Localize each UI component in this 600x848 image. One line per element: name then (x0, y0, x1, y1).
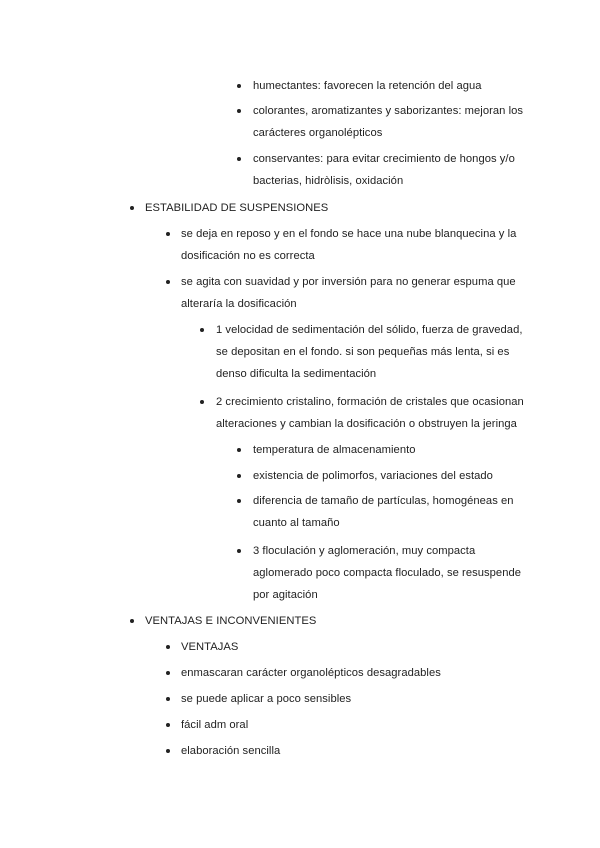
list-item-text: enmascaran carácter organolépticos desagradables (181, 667, 441, 679)
list-item-text: carácteres organolépticos (253, 127, 383, 140)
list-item-text: cuanto al tamaño (253, 517, 340, 530)
bullet-icon (200, 328, 204, 332)
bullet-icon (237, 84, 241, 88)
bullet-icon (237, 448, 241, 452)
bullet-icon (166, 697, 170, 701)
list-item-text: alteraría la dosificación (181, 298, 297, 311)
list-item-text: 3 floculación y aglomeración, muy compacta (253, 545, 476, 557)
list-item-text: ESTABILIDAD DE SUSPENSIONES (145, 202, 329, 214)
bullet-icon (237, 499, 241, 503)
bullet-icon (166, 671, 170, 675)
list-item-text: alteraciones y cambian la dosificación o obstruyen la jeringa (216, 418, 517, 431)
list-item-text: se deja en reposo y en el fondo se hace una nube blanquecina y la (181, 228, 517, 240)
list-item (181, 662, 580, 684)
list-item (181, 740, 580, 762)
list-item (216, 391, 580, 435)
list-item (181, 688, 580, 710)
list-item-text: se depositan en el fondo. si son pequeñas más lenta, si es (216, 346, 510, 359)
list-item-text: se puede aplicar a poco sensibles (181, 693, 352, 705)
bullet-icon (237, 549, 241, 553)
list-item (253, 490, 580, 534)
list-item-text: temperatura de almacenamiento (253, 444, 416, 456)
list-item (181, 223, 580, 267)
list-item-text: elaboración sencilla (181, 745, 281, 757)
bullet-icon (166, 749, 170, 753)
bullet-icon (200, 400, 204, 404)
list-item (253, 465, 580, 487)
list-item-text: humectantes: favorecen la retención del agua (253, 80, 482, 92)
list-item (253, 75, 580, 97)
list-item (253, 439, 580, 461)
list-item-text: se agita con suavidad y por inversión para no generar espuma que (181, 276, 516, 288)
bullet-icon (166, 723, 170, 727)
bullet-icon (166, 280, 170, 284)
list-item (145, 197, 580, 219)
list-item-text: conservantes: para evitar crecimiento de hongos y/o (253, 153, 515, 165)
bullet-icon (237, 109, 241, 113)
list-item-text: denso dificulta la sedimentación (216, 368, 377, 381)
list-item-text: fácil adm oral (181, 719, 249, 731)
list-item (216, 319, 580, 386)
list-item-text: diferencia de tamaño de partículas, homogéneas en (253, 495, 514, 507)
list-item-text: bacterias, hidròlisis, oxidación (253, 175, 404, 188)
list-item-text: colorantes, aromatizantes y saborizantes: mejoran los (253, 105, 524, 117)
bullet-icon (237, 157, 241, 161)
list-item (253, 100, 580, 144)
bullet-icon (166, 645, 170, 649)
list-item (181, 636, 580, 658)
list-item-text: VENTAJAS E INCONVENIENTES (145, 615, 317, 627)
bullet-icon (166, 232, 170, 236)
bullet-icon (130, 206, 134, 210)
bullet-icon (130, 619, 134, 623)
list-item (145, 610, 580, 632)
list-item-text: 2 crecimiento cristalino, formación de cristales que ocasionan (216, 396, 524, 408)
list-item (253, 540, 580, 607)
bullet-icon (237, 474, 241, 478)
list-item (181, 271, 580, 315)
list-item-text: existencia de polimorfos, variaciones del estado (253, 470, 493, 482)
list-item-text: dosificación no es correcta (181, 250, 315, 263)
list-item (181, 714, 580, 736)
list-item (253, 148, 580, 192)
list-item-text: 1 velocidad de sedimentación del sólido, fuerza de gravedad, (216, 324, 523, 336)
list-item-text: por agitación (253, 589, 318, 602)
list-item-text: VENTAJAS (181, 641, 239, 653)
list-item-text: aglomerado poco compacta floculado, se resuspende (253, 567, 522, 580)
